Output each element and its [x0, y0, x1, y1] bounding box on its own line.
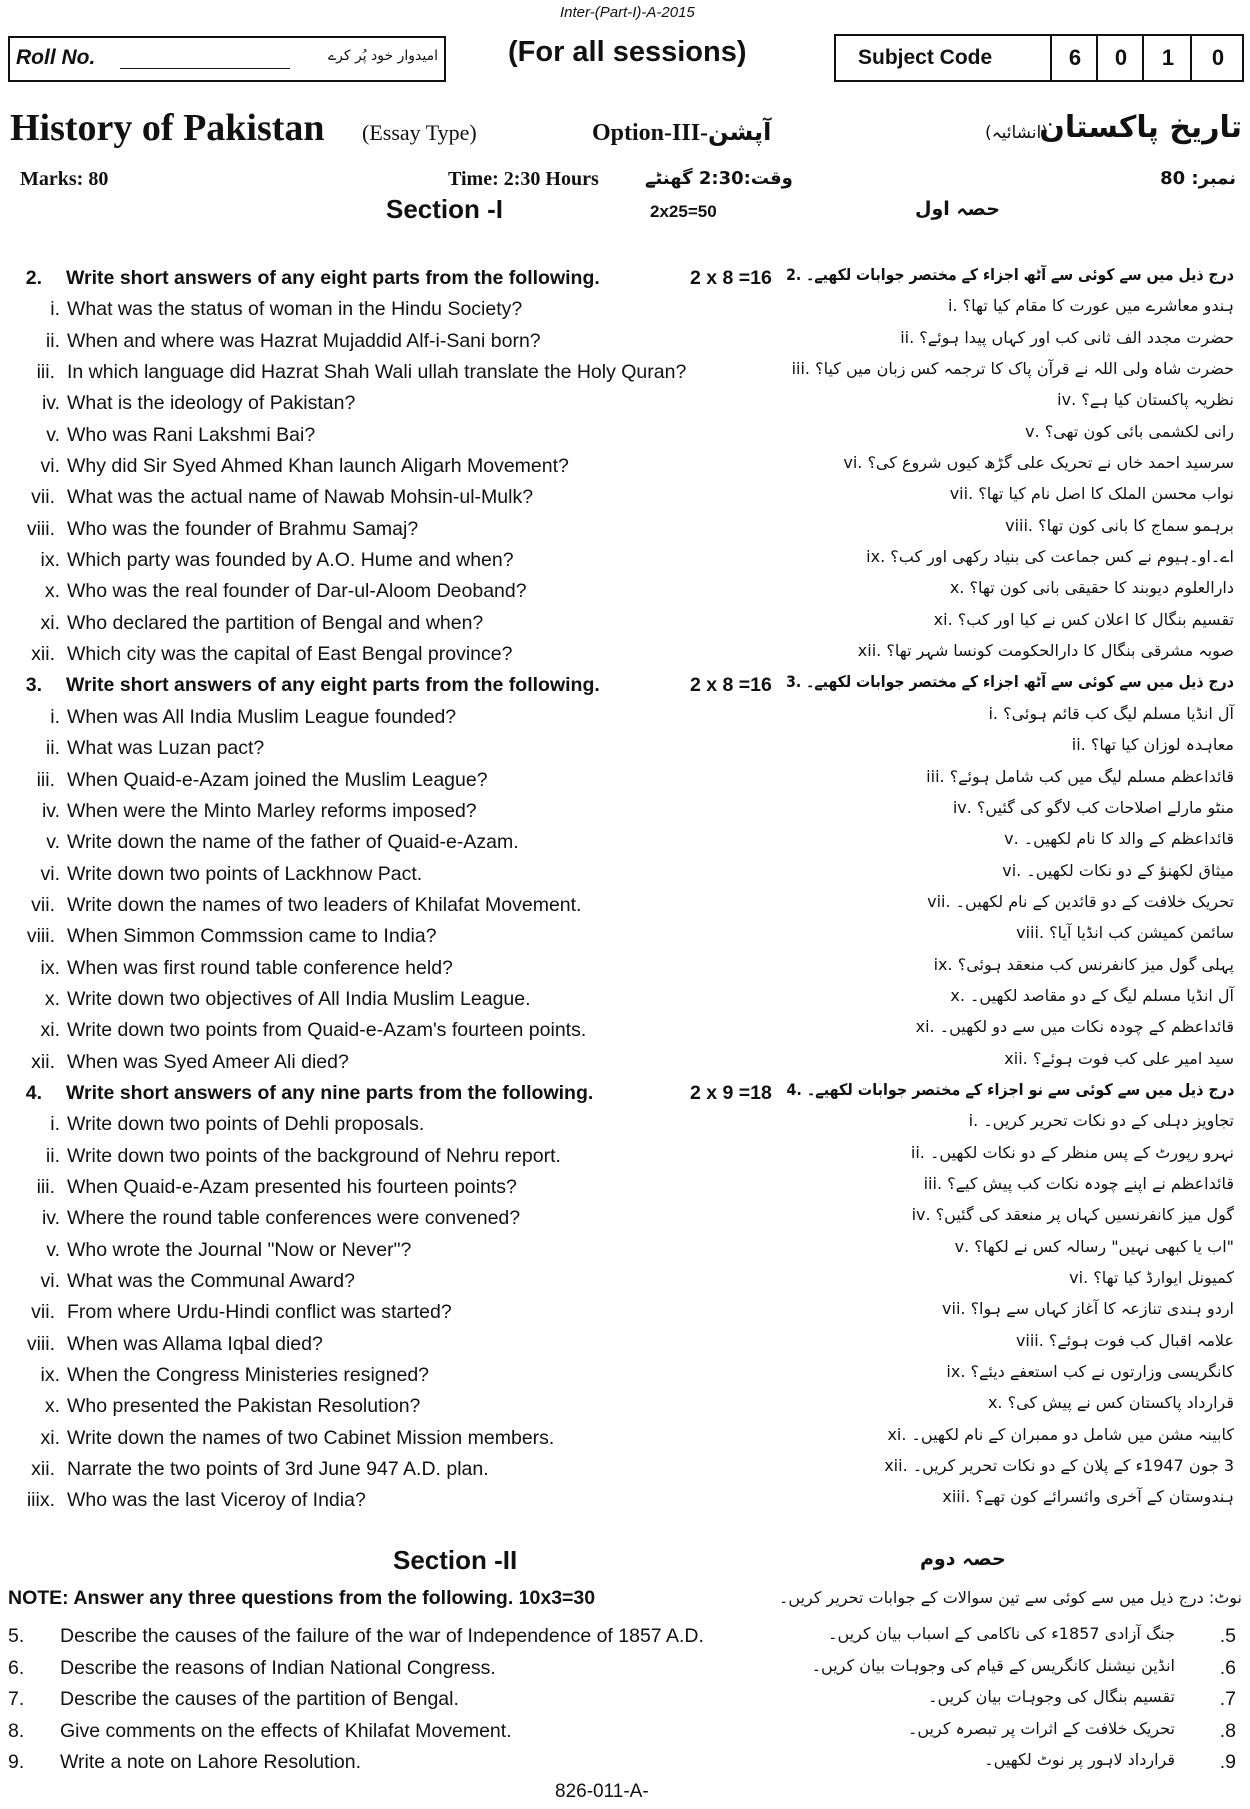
essay-question	[0, 1717, 1250, 1748]
question-text: Who was the founder of Brahmu Samaj?	[67, 517, 419, 540]
question-text: When was All India Muslim League founded?	[67, 705, 457, 728]
question-text-urdu: درج ذیل میں سے کوئی سے نو اجزاء کے مختصر جوابات لکھیے۔ .4	[786, 1079, 1234, 1099]
question-number: vii.	[31, 486, 55, 509]
question-part	[0, 1140, 1250, 1171]
question-text-urdu: "اب یا کبھی نہیں" رسالہ کس نے لکھا؟ .v	[954, 1236, 1234, 1256]
question-number: viii.	[26, 1332, 55, 1355]
question-text: Write down two points of the background of Nehru report.	[67, 1144, 561, 1167]
time-urdu: وقت:2:30 گھنٹے	[645, 168, 793, 189]
question-text: When Simmon Commssion came to India?	[67, 925, 437, 948]
question-text: Write short answers of any nine parts from the following.	[66, 1081, 594, 1104]
question-part	[0, 356, 1250, 387]
question-text-urdu: درج ذیل میں سے کوئی سے آٹھ اجزاء کے مختصر جوابات لکھیے۔ .2	[786, 265, 1234, 284]
question-text: Write down two points of Dehli proposals.	[67, 1113, 425, 1136]
question-text: What was the actual name of Nawab Mohsin-ul-Mulk?	[67, 486, 534, 509]
essay-question	[0, 1622, 1250, 1653]
question-text: Write down two objectives of All India Muslim League.	[67, 987, 531, 1010]
question-text-urdu: برہمو سماج کا بانی کون تھا؟ .viii	[1005, 515, 1234, 535]
question-heading	[0, 669, 1250, 700]
question-text: When Quaid-e-Azam joined the Muslim League?	[67, 768, 488, 791]
question-text: Who declared the partition of Bengal and when?	[67, 611, 484, 634]
question-text: Write down the names of two leaders of Khilafat Movement.	[67, 893, 582, 916]
question-text-urdu: ہندوستان کے آخری وائسرائے کون تھے؟ .xiii	[942, 1487, 1234, 1507]
question-number: ii.	[45, 737, 60, 760]
question-number: xii.	[31, 643, 55, 666]
question-number: xi.	[40, 611, 60, 634]
question-number: iii.	[36, 768, 55, 791]
question-part	[0, 1046, 1250, 1077]
question-text-urdu: علامہ اقبال کب فوت ہوئے؟ .viii	[1015, 1330, 1234, 1350]
section-2-note: NOTE: Answer any three questions from the following. 10x3=30	[8, 1587, 596, 1609]
question-part	[0, 1014, 1250, 1045]
question-number: 4.	[25, 1081, 42, 1104]
question-heading	[0, 262, 1250, 293]
question-part	[0, 1328, 1250, 1359]
question-part	[0, 638, 1250, 669]
question-part	[0, 1234, 1250, 1265]
question-number: v.	[46, 423, 60, 446]
subject-code-digit: 0	[1190, 36, 1244, 80]
subject-code-digit: 0	[1096, 36, 1144, 80]
question-text-urdu: کمیونل ایوارڈ کیا تھا؟ .vi	[1069, 1268, 1234, 1287]
question-text-urdu: قائداعظم کے والد کا نام لکھیں۔ .v	[1004, 829, 1234, 849]
question-part	[0, 544, 1250, 575]
question-text: Write down two points from Quaid-e-Azam's fourteen points.	[67, 1019, 587, 1042]
question-text: When was Syed Ameer Ali died?	[67, 1050, 349, 1073]
question-number: i.	[50, 1113, 60, 1136]
question-text: What is the ideology of Pakistan?	[67, 392, 356, 415]
question-text-urdu: معاہدہ لوزان کیا تھا؟ .ii	[1071, 735, 1234, 755]
question-text: What was the Communal Award?	[67, 1270, 355, 1292]
question-text: Describe the causes of the partition of Bengal.	[60, 1688, 459, 1710]
question-number-urdu: .5	[1219, 1625, 1236, 1647]
question-number-urdu: .7	[1219, 1688, 1236, 1710]
question-text-urdu: تحریک خلافت کے اثرات پر تبصرہ کریں۔	[907, 1718, 1175, 1738]
question-text: Write a note on Lahore Resolution.	[60, 1751, 361, 1773]
question-text-urdu: آل انڈیا مسلم لیگ کب قائم ہوئی؟ .i	[988, 703, 1234, 723]
question-part	[0, 764, 1250, 795]
question-text: Write short answers of any eight parts from the following.	[66, 267, 600, 289]
question-text-urdu: قائداعظم مسلم لیگ میں کب شامل ہوئے؟ .iii	[926, 766, 1234, 786]
question-text: Which party was founded by A.O. Hume and when?	[67, 549, 514, 572]
question-part	[0, 325, 1250, 356]
question-part	[0, 513, 1250, 544]
question-part	[0, 481, 1250, 512]
question-number: iiix.	[26, 1489, 55, 1512]
question-part	[0, 1171, 1250, 1202]
question-number: iii.	[36, 1175, 55, 1198]
question-number: x.	[44, 1395, 60, 1418]
question-number: viii.	[26, 925, 55, 948]
question-text-urdu: حضرت مجدد الف ثانی کب اور کہاں پیدا ہوئے؟ .ii	[900, 327, 1234, 347]
marks-urdu: نمبر: 80	[1160, 168, 1236, 189]
question-text-urdu: رانی لکشمی بائی کون تھی؟ .v	[1025, 421, 1234, 441]
subject-code-digit: 6	[1050, 36, 1098, 80]
question-part	[0, 983, 1250, 1014]
question-number: 9.	[8, 1751, 25, 1773]
question-text-urdu: تقسیم بنگال کی وجوہات بیان کریں۔	[928, 1687, 1175, 1706]
question-part	[0, 387, 1250, 418]
question-marks: 2 x 8 =16	[690, 674, 772, 697]
question-number: 8.	[8, 1719, 25, 1742]
question-text-urdu: گول میز کانفرنسیں کہاں پر منعقد کی گئیں؟ .iv	[911, 1205, 1234, 1225]
subject-code-label: Subject Code	[858, 46, 993, 69]
paper-title: History of Pakistan	[10, 107, 325, 149]
question-text: Describe the causes of the failure of the war of Independence of 1857 A.D.	[60, 1625, 704, 1647]
question-heading	[0, 1077, 1250, 1108]
question-text-urdu: تحریک خلافت کے دو قائدین کے نام لکھیں۔ .vii	[927, 891, 1234, 911]
question-number: 7.	[8, 1688, 25, 1710]
question-part	[0, 1108, 1250, 1139]
question-text-urdu: نہرو رپورٹ کے پس منظر کے دو نکات لکھیں۔ .ii	[910, 1142, 1234, 1162]
question-text-urdu: قرارداد پاکستان کس نے پیش کی؟ .x	[987, 1393, 1234, 1413]
question-text-urdu: سید امیر علی کب فوت ہوئے؟ .xii	[1004, 1048, 1234, 1068]
section-1-title: Section -I	[386, 194, 504, 224]
essay-question	[0, 1654, 1250, 1685]
question-number: vii.	[31, 893, 55, 916]
question-text-urdu: منٹو مارلے اصلاحات کب لاگو کی گئیں؟ .iv	[952, 797, 1234, 817]
question-text: When was Allama Iqbal died?	[67, 1332, 323, 1355]
question-number: 3.	[25, 674, 42, 697]
section-1-questions	[0, 262, 1250, 1516]
question-number: iii.	[36, 361, 55, 384]
question-text-urdu: اے۔او۔ہیوم نے کس جماعت کی بنیاد رکھی اور کب؟ .ix	[866, 547, 1234, 567]
question-text-urdu: نواب محسن الملک کا اصل نام کیا تھا؟ .vii	[949, 484, 1234, 504]
question-part	[0, 1296, 1250, 1327]
question-text-urdu: دارالعلوم دیوبند کا حقیقی بانی کون تھا؟ .x	[949, 578, 1234, 598]
question-text-urdu: ہندو معاشرے میں عورت کا مقام کیا تھا؟ .i	[948, 296, 1234, 316]
question-text: Describe the reasons of Indian National Congress.	[60, 1656, 496, 1679]
question-part	[0, 419, 1250, 450]
question-number: iv.	[41, 799, 60, 822]
question-text-urdu: تجاویز دہلی کے دو نکات تحریر کریں۔ .i	[968, 1111, 1234, 1131]
question-number: v.	[46, 831, 60, 854]
question-text-urdu: میثاق لکھنؤ کے دو نکات لکھیں۔ .vi	[1002, 860, 1234, 880]
essay-question	[0, 1748, 1250, 1779]
section-2-urdu: حصہ دوم	[920, 1548, 1006, 1570]
essay-type: (Essay Type)	[362, 120, 477, 145]
question-text: From where Urdu-Hindi conflict was started?	[67, 1301, 452, 1324]
roll-label: Roll No.	[16, 46, 96, 69]
question-number: ii.	[45, 1144, 60, 1167]
question-part	[0, 858, 1250, 889]
question-number: vi.	[40, 862, 60, 885]
question-part	[0, 701, 1250, 732]
question-part	[0, 1359, 1250, 1390]
question-number: 2.	[25, 267, 42, 289]
question-text-urdu: اردو ہندی تنازعہ کا آغاز کہاں سے ہوا؟ .vii	[942, 1299, 1234, 1319]
question-text: Who was the real founder of Dar-ul-Aloom Deoband?	[67, 580, 527, 603]
question-text: When were the Minto Marley reforms imposed?	[67, 799, 477, 822]
subject-code-box	[834, 34, 1244, 82]
question-text: Who was Rani Lakshmi Bai?	[67, 423, 316, 446]
question-number-urdu: .9	[1219, 1751, 1236, 1773]
question-text-urdu: سائمن کمیشن کب انڈیا آیا؟ .viii	[1016, 923, 1234, 943]
question-number: ix.	[40, 549, 60, 572]
essay-question	[0, 1685, 1250, 1716]
question-text: Where the round table conferences were convened?	[67, 1207, 521, 1230]
question-number: vii.	[31, 1301, 55, 1324]
question-number: ii.	[45, 329, 60, 352]
question-number: 5.	[8, 1625, 25, 1647]
question-text: Who was the last Viceroy of India?	[67, 1489, 366, 1512]
question-part	[0, 1484, 1250, 1515]
question-part	[0, 1265, 1250, 1296]
roll-urdu-label: امیدوار خود پُر کرے	[327, 48, 438, 64]
question-text-urdu: قرارداد لاہور پر نوٹ لکھیں۔	[984, 1750, 1175, 1769]
question-text: Give comments on the effects of Khilafat Movement.	[60, 1719, 512, 1742]
question-number: xii.	[31, 1458, 55, 1481]
question-number: i.	[50, 705, 60, 728]
question-part	[0, 1390, 1250, 1421]
question-part	[0, 795, 1250, 826]
sessions-label: (For all sessions)	[508, 36, 747, 68]
essay-type-urdu: (انشائیہ)	[985, 123, 1048, 143]
question-number: iv.	[41, 392, 60, 415]
paper-code: Inter-(Part-I)-A-2015	[560, 4, 695, 21]
section-2-note-urdu: نوٹ: درج ذیل میں سے کوئی سے تین سوالات کے جوابات تحریر کریں۔	[779, 1588, 1242, 1607]
question-number: x.	[44, 987, 60, 1010]
section-1-urdu: حصہ اول	[915, 198, 1000, 220]
question-text: Write down the names of two Cabinet Mission members.	[67, 1426, 555, 1449]
question-number: x.	[44, 580, 60, 603]
question-text-urdu: نظریہ پاکستان کیا ہے؟ .iv	[1057, 390, 1234, 410]
question-text: When was first round table conference held?	[67, 956, 453, 979]
question-part	[0, 952, 1250, 983]
question-text: When Quaid-e-Azam presented his fourteen points?	[67, 1175, 517, 1198]
question-text: Which city was the capital of East Bengal province?	[67, 643, 513, 666]
question-part	[0, 732, 1250, 763]
question-number: xii.	[31, 1050, 55, 1073]
question-marks: 2 x 8 =16	[690, 267, 772, 289]
time-label: Time: 2:30 Hours	[448, 168, 599, 190]
question-text-urdu: صوبہ مشرقی بنگال کا دارالحکومت کونسا شہر تھا؟ .xii	[857, 641, 1234, 661]
question-text-urdu: حضرت شاہ ولی اللہ نے قرآن پاک کا ترجمہ کس زبان میں کیا؟ .iii	[791, 359, 1234, 379]
question-marks: 2 x 9 =18	[690, 1081, 772, 1104]
title-urdu: تاریخ پاکستان	[1039, 110, 1242, 145]
question-text: When and where was Hazrat Mujaddid Alf-i-Sani born?	[67, 329, 541, 352]
question-number: xi.	[40, 1426, 60, 1449]
question-number: vi.	[40, 455, 60, 478]
question-text: What was the status of woman in the Hindu Society?	[67, 298, 523, 321]
section-2-title: Section -II	[393, 1545, 518, 1575]
subject-code-digit: 1	[1142, 36, 1192, 80]
question-text-urdu: کانگریسی وزارتوں نے کب استعفے دیئے؟ .ix	[946, 1362, 1234, 1382]
question-text-urdu: 3 جون 1947ء کے پلان کے دو نکات تحریر کریں۔ .xii	[884, 1456, 1234, 1476]
question-text: Who wrote the Journal "Now or Never"?	[67, 1238, 412, 1261]
question-number: viii.	[26, 517, 55, 540]
question-text: In which language did Hazrat Shah Wali ullah translate the Holy Quran?	[67, 361, 687, 384]
question-text-urdu: قائداعظم کے چودہ نکات میں سے دو لکھیں۔ .xi	[915, 1017, 1234, 1037]
question-text-urdu: سرسید احمد خاں نے تحریک علی گڑھ کیوں شروع کی؟ .vi	[843, 453, 1234, 473]
question-text: When the Congress Ministeries resigned?	[67, 1364, 430, 1387]
question-text-urdu: تقسیم بنگال کا اعلان کس نے کیا اور کب؟ .xi	[933, 609, 1234, 629]
question-part	[0, 826, 1250, 857]
question-part	[0, 450, 1250, 481]
question-part	[0, 293, 1250, 324]
marks-label: Marks: 80	[20, 168, 109, 190]
section-1-marks: 2x25=50	[650, 202, 717, 221]
question-number: ix.	[40, 956, 60, 979]
question-number: iv.	[41, 1207, 60, 1230]
question-text-urdu: کابینہ مشن میں شامل دو ممبران کے نام لکھیں۔ .xi	[887, 1424, 1234, 1444]
question-text-urdu: قائداعظم نے اپنے چودہ نکات کب پیش کیے؟ .iii	[923, 1173, 1234, 1193]
question-number: 6.	[8, 1656, 25, 1679]
question-text-urdu: انڈین نیشنل کانگریس کے قیام کی وجوہات بیان کریں۔	[811, 1655, 1175, 1675]
question-text-urdu: جنگ آزادی 1857ء کی ناکامی کے اسباب بیان کریں۔	[828, 1624, 1175, 1643]
question-text-urdu: پہلی گول میز کانفرنس کب منعقد ہوئی؟ .ix	[933, 954, 1234, 974]
question-text-urdu: آل انڈیا مسلم لیگ کے دو مقاصد لکھیں۔ .x	[950, 985, 1234, 1005]
roll-blank-line	[120, 68, 290, 69]
question-number: xi.	[40, 1019, 60, 1042]
question-text: Write short answers of any eight parts from the following.	[66, 674, 600, 697]
question-text: Write down the name of the father of Quaid-e-Azam.	[67, 831, 519, 854]
question-text: Write down two points of Lackhnow Pact.	[67, 862, 423, 885]
question-text: Narrate the two points of 3rd June 947 A.D. plan.	[67, 1458, 489, 1481]
question-number: vi.	[40, 1270, 60, 1292]
question-part	[0, 889, 1250, 920]
footer-code: 826-011-A-	[555, 1781, 649, 1802]
question-number: i.	[50, 298, 60, 321]
option-label: Option-III-آپشن	[592, 118, 772, 146]
question-text: What was Luzan pact?	[67, 737, 265, 760]
question-part	[0, 920, 1250, 951]
question-part	[0, 607, 1250, 638]
question-number: v.	[46, 1238, 60, 1261]
question-number: ix.	[40, 1364, 60, 1387]
question-number-urdu: .6	[1219, 1656, 1236, 1679]
question-part	[0, 1422, 1250, 1453]
question-part	[0, 1453, 1250, 1484]
question-text-urdu: درج ذیل میں سے کوئی سے آٹھ اجزاء کے مختصر جوابات لکھیے۔ .3	[786, 672, 1234, 692]
question-part	[0, 1202, 1250, 1233]
question-number-urdu: .8	[1219, 1719, 1236, 1742]
question-part	[0, 575, 1250, 606]
question-text: Why did Sir Syed Ahmed Khan launch Aligarh Movement?	[67, 455, 569, 478]
question-text: Who presented the Pakistan Resolution?	[67, 1395, 421, 1418]
roll-number-box[interactable]	[8, 36, 446, 82]
